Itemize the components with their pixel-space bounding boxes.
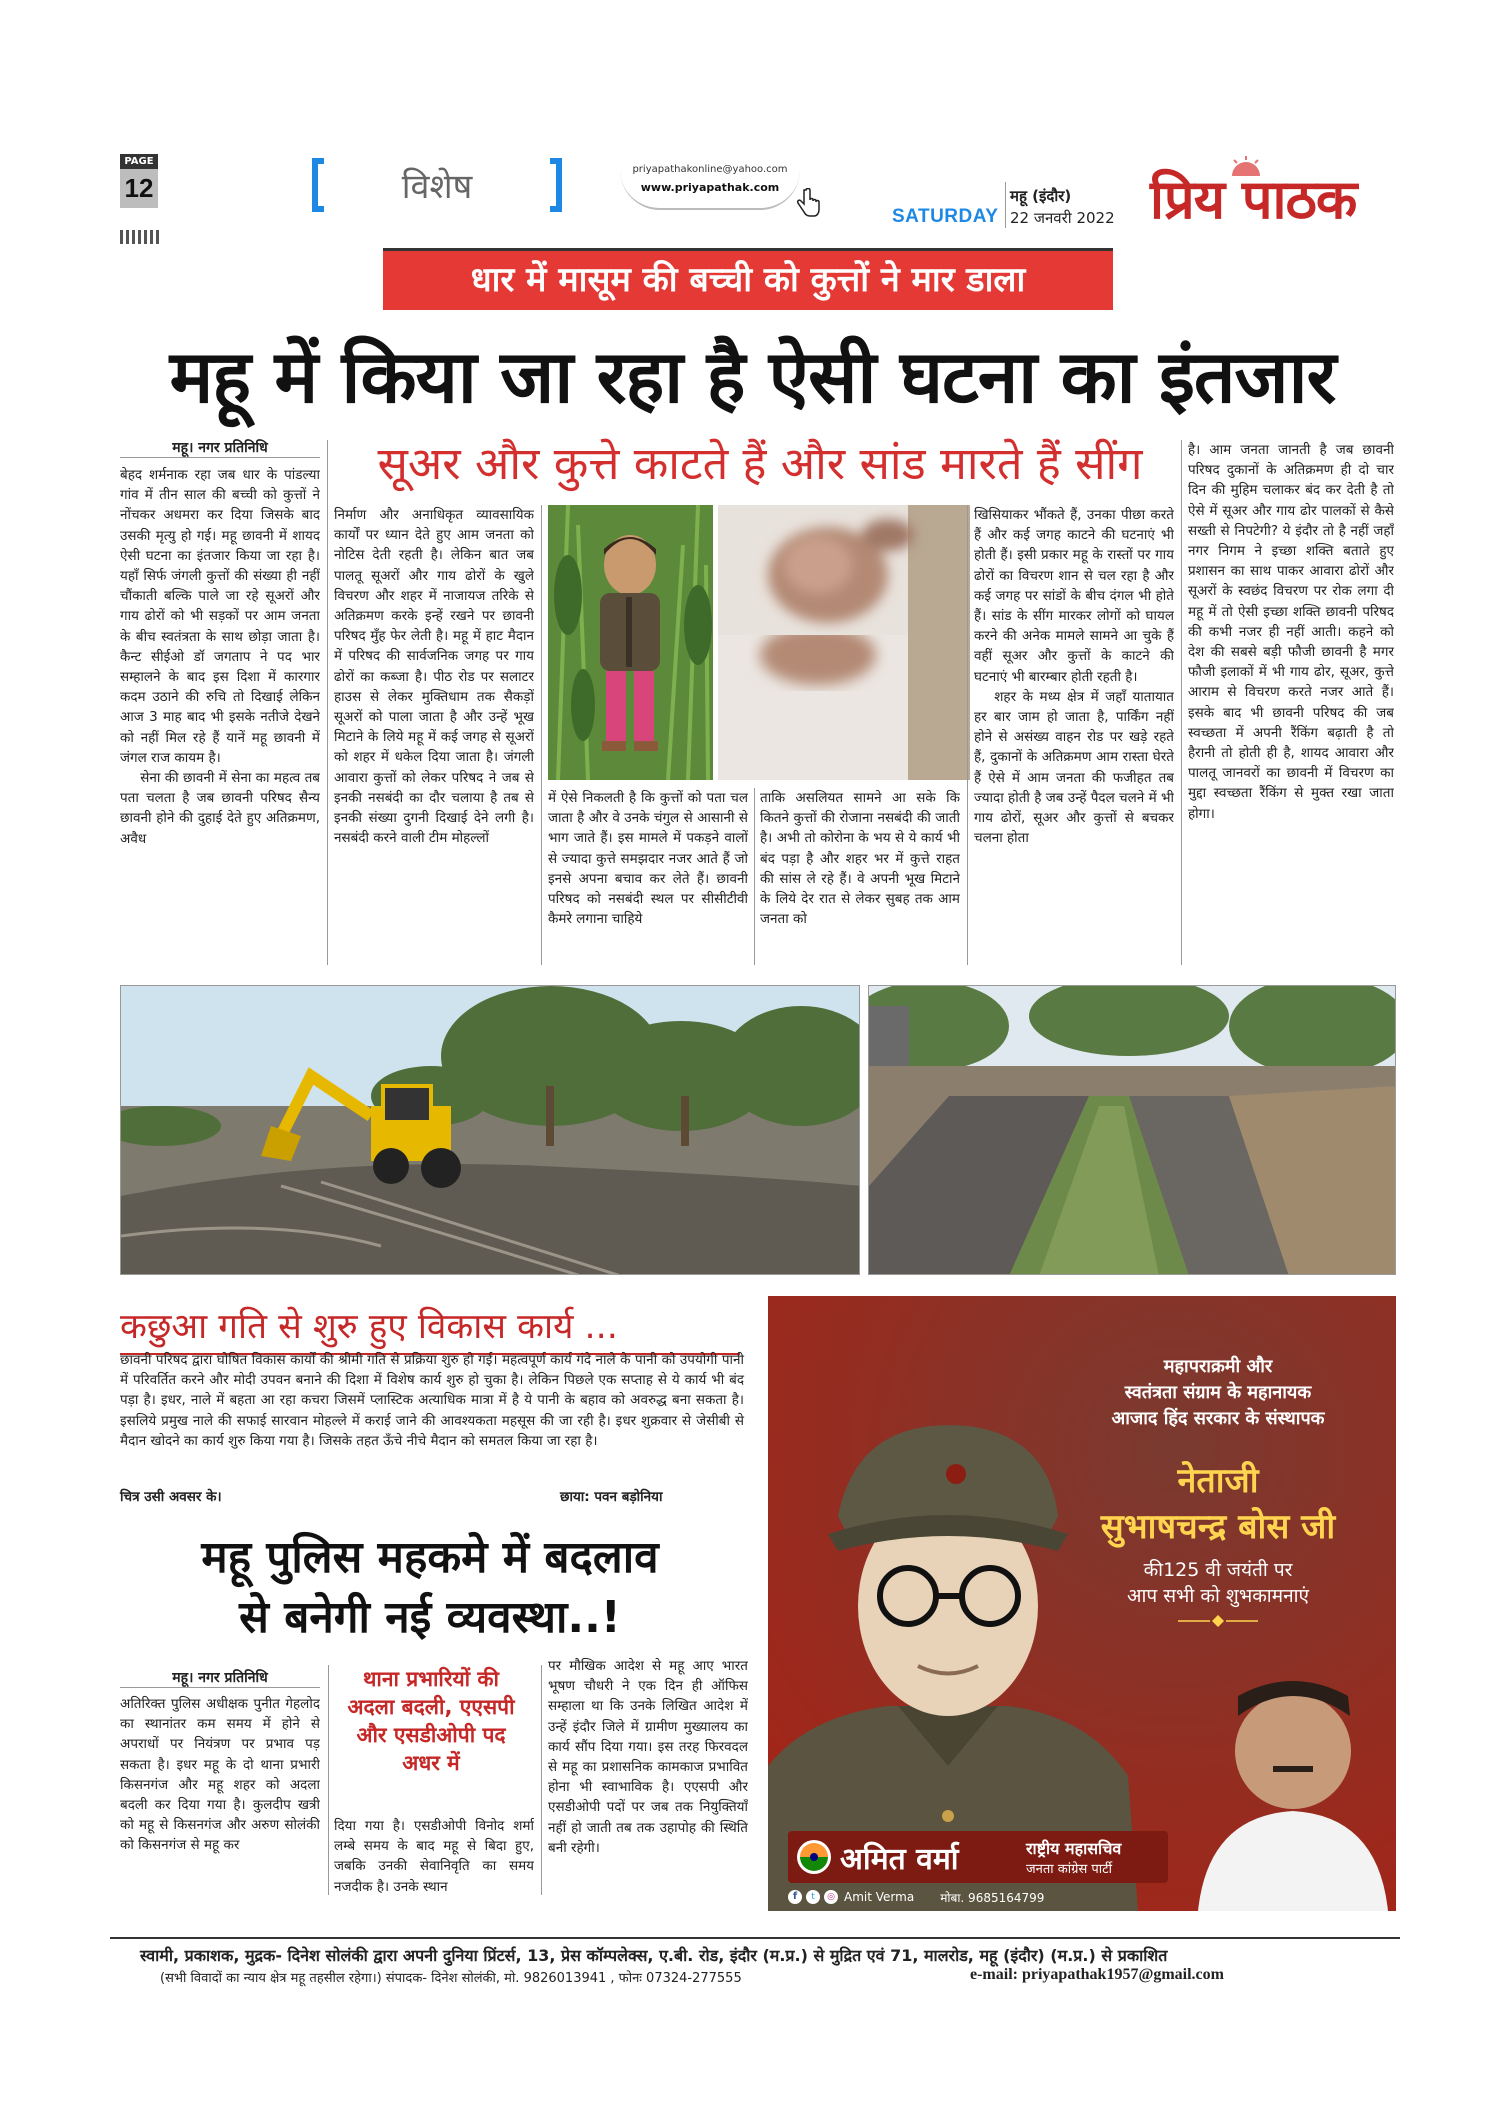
police-headline-line-2: से बनेगी नई व्यवस्था..!: [239, 1592, 621, 1643]
photo-credit: छाया: पवन बड़ोनिया: [560, 1489, 663, 1505]
police-headline: [120, 1528, 740, 1648]
lead-column-4: [760, 788, 960, 965]
ad-title-name: सुभाषचन्द्र बोस जी: [1100, 1507, 1336, 1547]
police-column-1: [120, 1694, 320, 1896]
ornament-divider-icon: [1178, 1614, 1258, 1628]
lead-col3-text: में ऐसे निकलती है कि कुत्तों को पता चल जाता है और वे उनके चंगुल से आसानी से भाग जाते हैं। इस मामले में पकड़ने वालों से ज्यादा कुत्ते समझदार नजर आते हैं जो इनसे अपना बचाव कर लेते हैं। छावनी परिषद को नसबंदी स्थल पर सीसीटीवी कैमरे लगाना चाहिये: [548, 790, 748, 928]
development-body: छावनी परिषद द्वारा घोषित विकास कार्यों की श्रीमी गति से प्रक्रिया शुरु हो गई। महत्वपूर्ण कार्य गंदे नाले के पानी को उपयोगी पानी में परिवर्तित करने और मोदी उपवन बनाने की दिशा में विशेष कार्य शुरु हो चुका है। लेकिन पिछले एक सप्ताह से ये कार्य भी बंद पड़ा है। इधर, नाले में बहता आ रहा कचरा जिसमें प्लास्टिक अत्याधिक मात्रा में है ये पानी के बहाव को अवरुद्ध बना सकता है। इसलिये प्रमुख नाले की सफाई सारवान मोहल्ले में कराई जाने की आवश्यकता महसूस की जा रही है। इधर शुक्रवार से जेसीबी से मैदान खोदने का कार्य शुरु किया गया है। जिसके तहत ऊँचे नीचे मैदान को समतल किया जा रहा है।: [120, 1352, 744, 1449]
police-col3-text: पर मौखिक आदेश से महू आए भारत भूषण चौधरी ने एक दिन ही ऑफिस सम्हाला था कि उनके लिखित आदेश में उन्हें इंदौर जिले में ग्रामीण मुख्यालय का कार्य सौंप दिया गया। इस तरह फिरवदल से महू का प्रशासनिक कामकाज प्रभावित होना भी स्वाभाविक है। एएसपी और एसडीओपी पदों पर जब तक नियुक्तियाँ नहीं हो जाती तब तक उहापोह की स्थिति बनी रहेगी।: [548, 1658, 748, 1856]
column-rule: [1181, 440, 1182, 965]
lead-subheadline: सूअर और कुत्ते काटते हैं और सांड मारते हैं सींग: [377, 437, 1143, 490]
child-photo-lower-area: [718, 635, 970, 780]
sponsor-social-handle[interactable]: Amit Verma: [844, 1890, 915, 1904]
police-pull-quote: थाना प्रभारियों की अदला बदली, एएसपी और एसडीओपी पद अधर में: [347, 1667, 515, 1775]
section-label: विशेष: [401, 167, 473, 207]
lead-col2-text: निर्माण और अनाधिकृत व्यावसायिक कार्यों पर ध्यान देते हुए आम जनता को नोटिस देती रहती है। लेकिन बात जब पालतू सूअरों और गाय ढोरों के खुले विचरण और शहर में नाजायज तरिके से अतिक्रमण करके इन्हें रखने पर छावनी परिषद मुँह फेर लेती है। महू में हाट मैदान में परिषद की सार्वजनिक जगह पर गाय ढोरों का कब्जा है। पीठ रोड पर सलाटर हाउस से लेकर मुक्तिधाम तक सैकड़ों सूअरों को पाला जाता है और उन्हें भूख मिटाने के लिये महू में कई जगह से सूअरों को शहर में धकेल दिया जाता है। जंगली आवारा कुत्तों को लेकर परिषद ने जब से इनकी नसबंदी का दौर चलाया है तब से इनकी संख्या दुगनी दिखाई देने लगी है। नसबंदी करने वाली टीम मोहल्लों: [334, 507, 534, 847]
ad-tagline-4: की125 वी जयंती पर: [1143, 1559, 1293, 1581]
section-label-box: [312, 158, 562, 212]
facebook-icon[interactable]: f: [788, 1890, 802, 1904]
police-col1-text: अतिरिक्त पुलिस अधीक्षक पुनीत गेहलोद का स्थानांतर कम समय में होने से अपराधों पर नियंत्रण पर प्रभाव पड़ सकता है। इधर महू के दो थाना प्रभारी किसनगंज और महू शहर को अदला बदली कर दिया गया है। कुलदीप खत्री को महू से किसनगंज और अरुण सोलंकी को किसनगंज से महू कर: [120, 1696, 320, 1854]
party-logo-icon: [796, 1839, 832, 1875]
lead-column-6: [1188, 440, 1394, 965]
ad-tagline-1: महापराक्रमी और: [1163, 1356, 1273, 1377]
date-label: 22 जनवरी 2022: [1010, 209, 1115, 227]
ad-tagline-5: आप सभी को शुभकामनाएं: [1126, 1585, 1310, 1607]
main-headline: महू में किया जा रहा है ऐसी घटना का इंतजार: [169, 335, 1336, 420]
lead-col5-para-2: शहर के मध्य क्षेत्र में जहाँ यातायात हर बार जाम हो जाता है, पार्किंग नहीं होने से असंख्य वाहन रोड पर खड़े रहते हैं, दुकानों के अतिक्रमण आम रास्ता घेरते हैं ऐसे में आम जनता की फजीहत तब ज्यादा होती है जब उन्हें पैदल चलने में भी गाय ढोरों, सूअर और कुत्तों से बचकर चलना होता: [974, 688, 1174, 847]
lead-column-2: [334, 505, 534, 965]
nala-construction-photo: [868, 985, 1396, 1275]
lead-column-1: [120, 465, 320, 965]
left-bracket-icon: [312, 158, 324, 212]
contact-email[interactable]: priyapathakonline@yahoo.com: [632, 164, 788, 175]
sponsor-mobile: मोबा. 9685164799: [940, 1890, 1045, 1905]
sponsor-name: अमित वर्मा: [840, 1842, 959, 1877]
twitter-icon[interactable]: t: [806, 1890, 820, 1904]
right-bracket-icon: [550, 158, 562, 212]
page-number: 12: [120, 169, 158, 208]
ad-tagline-3: आजाद हिंद सरकार के संस्थापक: [1111, 1408, 1325, 1429]
footer-jurisdiction: (सभी विवादों का न्याय क्षेत्र महू तहसील रहेगा।) संपादक- दिनेश सोलंकी, मो. 9826013941 , फोनः 07324-277555: [160, 1971, 742, 1986]
kicker-banner: धार में मासूम की बच्ची को कुत्तों ने मार डाला: [383, 248, 1113, 310]
netaji-jayanti-advertisement: [768, 1296, 1396, 1911]
column-rule: [967, 505, 968, 965]
footer-email[interactable]: e-mail: priyapathak1957@gmail.com: [970, 1966, 1224, 1983]
lead-byline: महू। नगर प्रतिनिधि: [120, 438, 320, 458]
column-rule: [754, 788, 755, 965]
lead-column-3: [548, 788, 748, 965]
column-rule: [327, 440, 328, 965]
contact-box: [620, 164, 800, 210]
pointer-hand-icon: [795, 188, 821, 218]
footer-divider: [110, 1937, 1400, 1939]
column-rule: [328, 1665, 329, 1895]
development-headline: कछुआ गति से शुरु हुए विकास कार्य ...: [120, 1302, 740, 1355]
police-col2-text: दिया गया है। एसडीओपी विनोद शर्मा लम्बे समय के बाद महू से बिदा हुए, जबकि उनकी सेवानिवृति का समय नजदीक है। उनके स्थान: [334, 1818, 534, 1895]
blurred-victim-photo: [718, 505, 970, 635]
newspaper-logo: प्रिय पाठक: [1150, 168, 1357, 231]
photo-caption: चित्र उसी अवसर के।: [120, 1489, 222, 1505]
day-label: SATURDAY: [892, 206, 999, 227]
lead-col6-text: है। आम जनता जानती है जब छावनी परिषद दुकानों के अतिक्रमण ही दो चार दिन की मुहिम चलाकर बंद कर देती है तो ऐसे में सूअर और गाय ढोर पालकों से कैसे सख्ती से निपटेगी? ये इंदौर तो है नहीं जहाँ नगर निगम ने इच्छा शक्ति बताते हुए प्रशासन का साथ पाकर आवारा ढोरों और सूअरों के स्वछंद विचरण पर रोक लगा दी महू में तो ऐसी इच्छा शक्ति छावनी परिषद की कभी नजर ही नहीं आती। कहने को देश की सबसे बड़ी फौजी छावनी है मगर फौजी इलाकों में भी गाय ढोर, सूअर, कुत्ते आराम से विचरण करते नजर आते हैं। इसके बाद भी छावनी परिषद की जब स्वच्छता में अपनी रैंकिंग बढ़ाती है तो हैरानी तो होती ही है, शायद आवारा और पालतू जानवरों का छावनी में विचरण का मुद्दा स्वच्छता रैंकिंग से मुक्त रखा जाता होगा।: [1188, 442, 1394, 822]
sponsor-party: जनता कांग्रेस पार्टी: [1026, 1862, 1113, 1877]
lead-col1-para-1: बेहद शर्मनाक रहा जब धार के पांडल्या गांव में तीन साल की बच्ची को कुत्तों ने नोंचकर अधमरा कर दिया जिसके बाद उसकी मृत्यु हो गई। महू छावनी में शायद ऐसी घटना का इंतजार किया जा रहा है। यहाँ सिर्फ जंगली कुत्तों की संख्या ही नहीं चौंकाती बल्कि पाले जा रहे सूअरों और गाय ढोरों को भी सड़कों पर आम जनता के बीच स्वतंत्रता के साथ छोड़ा जाता है। कैन्ट सीईओ डॉ जगताप ने पद भार सम्हालने के बाद इस दिशा में कारगार कदम उठाने की रुचि तो दिखाई लेकिन आज 3 माह बाद भी इसके नतीजे देखने को नहीं मिल रहे हैं यानें महू छावनी में जंगल राज कायम है।: [120, 467, 320, 766]
child-photo: [548, 505, 713, 780]
sponsor-strip: [788, 1831, 1168, 1883]
page-label: PAGE: [120, 154, 158, 169]
column-rule: [541, 1665, 542, 1895]
sponsor-social-row: [788, 1888, 1044, 1906]
ad-tagline-2: स्वतंत्रता संग्राम के महानायक: [1124, 1382, 1312, 1403]
masthead-divider: [1005, 182, 1006, 228]
ad-title-netaji: नेताजी: [1177, 1461, 1259, 1501]
police-byline: महू। नगर प्रतिनिधि: [120, 1668, 320, 1688]
police-column-3: [548, 1656, 748, 1896]
website-link[interactable]: www.priyapathak.com: [640, 181, 780, 194]
police-column-2: [334, 1816, 534, 1898]
lead-col1-para-2: सेना की छावनी में सेना का महत्व तब पता चलता है जब छावनी परिषद सैन्य छावनी होने की दुहाई देते हुए अतिक्रमण, अवैध: [120, 770, 320, 847]
footer-imprint: स्वामी, प्रकाशक, मुद्रक- दिनेश सोलंकी द्वारा अपनी दुनिया प्रिंटर्स, 13, प्रेस कॉम्पलेक्स, ए.बी. रोड, इंदौर (म.प्र.) से मुद्रित एवं 71, मालरोड, महू (इंदौर) (म.प्र.) से प्रकाशित: [140, 1946, 1168, 1965]
instagram-icon[interactable]: ◎: [824, 1890, 838, 1904]
page-number-tag: [120, 154, 158, 208]
police-headline-line-1: महू पुलिस महकमे में बदलाव: [201, 1532, 659, 1583]
jcb-excavation-photo: [120, 985, 860, 1275]
column-rule: [541, 505, 542, 965]
place-label: महू (इंदौर): [1010, 187, 1072, 205]
lead-col5-para-1: खिसियाकर भौंकते हैं, उनका पीछा करते हैं और कई जगह काटने की घटनाएं भी होती हैं। इसी प्रकार महू के रास्तों पर गाय ढोरों का विचरण शान से चल रहा है और कई जगह पर सांडों के बीच दंगल भी होते हैं। सांड के सींग मारकर लोगों को घायल करने की अनेक मामले सामने आ चुके हैं वहीं सूअर और कुत्तों के काटने की घटनाएं भी बारम्बार होती रहती है।: [974, 507, 1174, 685]
sponsor-post: राष्ट्रीय महासचिव: [1026, 1839, 1122, 1858]
lead-column-5: [974, 505, 1174, 965]
lead-col4-text: ताकि असलियत सामने आ सके कि कितने कुत्तों की रोजाना नसबंदी की जाती है। अभी तो कोरोना के भय से ये कार्य भी बंद पड़ा है और शहर भर में कुत्ते राहत की सांस ले रहे हैं। वे अपनी भूख मिटाने के लिये देर रात से लेकर सुबह तक आम जनता को: [760, 790, 960, 928]
decorative-stripes: [120, 230, 160, 244]
